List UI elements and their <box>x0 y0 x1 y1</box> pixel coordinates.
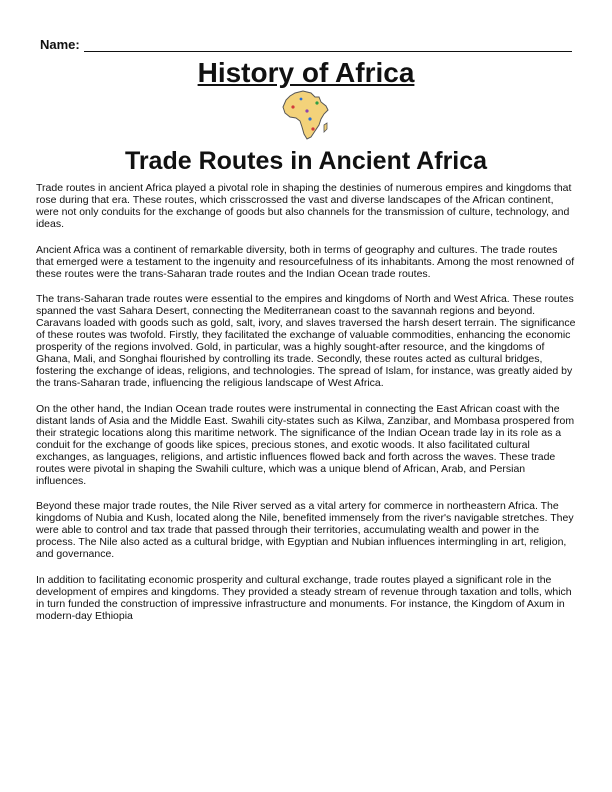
paragraph-1: Trade routes in ancient Africa played a pivotal role in shaping the destinies of numerous empires and kingdoms that rose during that era. These routes, which crisscrossed the vast and diverse landscapes of the African continent, were not only conduits for the exchange of goods but also channels for the transmission of culture, technology, and ideas. <box>36 182 572 230</box>
map-dot-blue-north <box>300 98 303 101</box>
madagascar-shape <box>324 123 327 132</box>
map-dot-red <box>291 105 294 108</box>
paragraph-4: On the other hand, the Indian Ocean trade routes were instrumental in connecting the East African coast with the distant lands of Asia and the Middle East. Swahili city-states such as Kilwa, Zanzibar, and Mombasa prospered from their strategic locations along this maritime network. The significance of the Indian Ocean trade lay in its role as a conduit for the exchange of goods like spices, precious stones, and exotic woods. It also facilitated cultural exchanges, as languages, religions, and artistic influences flowed back and forth across the waves. These trade routes were pivotal in shaping the Swahili culture, which was a unique blend of African, Arab, and Persian influences. <box>36 402 575 487</box>
paragraph-5: Beyond these major trade routes, the Nile River served as a vital artery for commerce in northeastern Africa. The kingdoms of Nubia and Kush, located along the Nile, benefited immensely from the river's navigable stretches. They were able to control and tax trade that passed through their territories, accumulating wealth and power in the process. The Nile also acted as a cultural bridge, with Egyptian and Nubian influences intermingling in art, religion, and governance. <box>36 500 574 560</box>
africa-map-icon <box>281 89 331 141</box>
map-dot-green <box>315 101 318 104</box>
map-dot-red-south <box>311 127 314 130</box>
name-line[interactable] <box>84 39 572 52</box>
page-title: History of Africa <box>197 57 415 88</box>
name-label: Name: <box>40 37 80 52</box>
name-row <box>40 36 572 52</box>
paragraph-2: Ancient Africa was a continent of remarkable diversity, both in terms of geography and cultures. The trade routes that emerged were a testament to the ingenuity and resourcefulness of its inhabitants. Among the most renowned of these routes were the trans-Saharan trade routes and the Indian Ocean trade routes. <box>36 243 575 280</box>
reading-passage <box>36 182 576 635</box>
paragraph-6: In addition to facilitating economic prosperity and cultural exchange, trade routes played a significant role in the development of empires and kingdoms. They provided a steady stream of revenue through taxation and tolls, which in turn funded the construction of impressive infrastructure and monuments. For instance, the Kingdom of Axum in modern-day Ethiopia <box>36 573 572 622</box>
map-dot-purple <box>305 109 308 112</box>
paragraph-3: The trans-Saharan trade routes were essential to the empires and kingdoms of North and West Africa. These routes spanned the vast Sahara Desert, connecting the Mediterranean coast to the savannah regions and beyond. Caravans loaded with goods such as gold, salt, ivory, and slaves traversed the harsh desert terrain. The significance of these routes was twofold. Firstly, they facilitated the exchange of valuable commodities, enhancing the economic prosperity of the regions involved. Gold, in particular, was a highly sought-after resource, and the kingdoms of Ghana, Mali, and Songhai flourished by controlling its trade. Secondly, these routes acted as cultural bridges, fostering the exchange of ideas, religions, and technologies. The spread of Islam, for instance, was greatly aided by the trans-Saharan trade, influencing the religious landscape of West Africa. <box>36 293 576 389</box>
page-subtitle: Trade Routes in Ancient Africa <box>124 147 488 175</box>
africa-continent-shape <box>283 91 328 139</box>
map-dot-blue <box>308 117 311 120</box>
